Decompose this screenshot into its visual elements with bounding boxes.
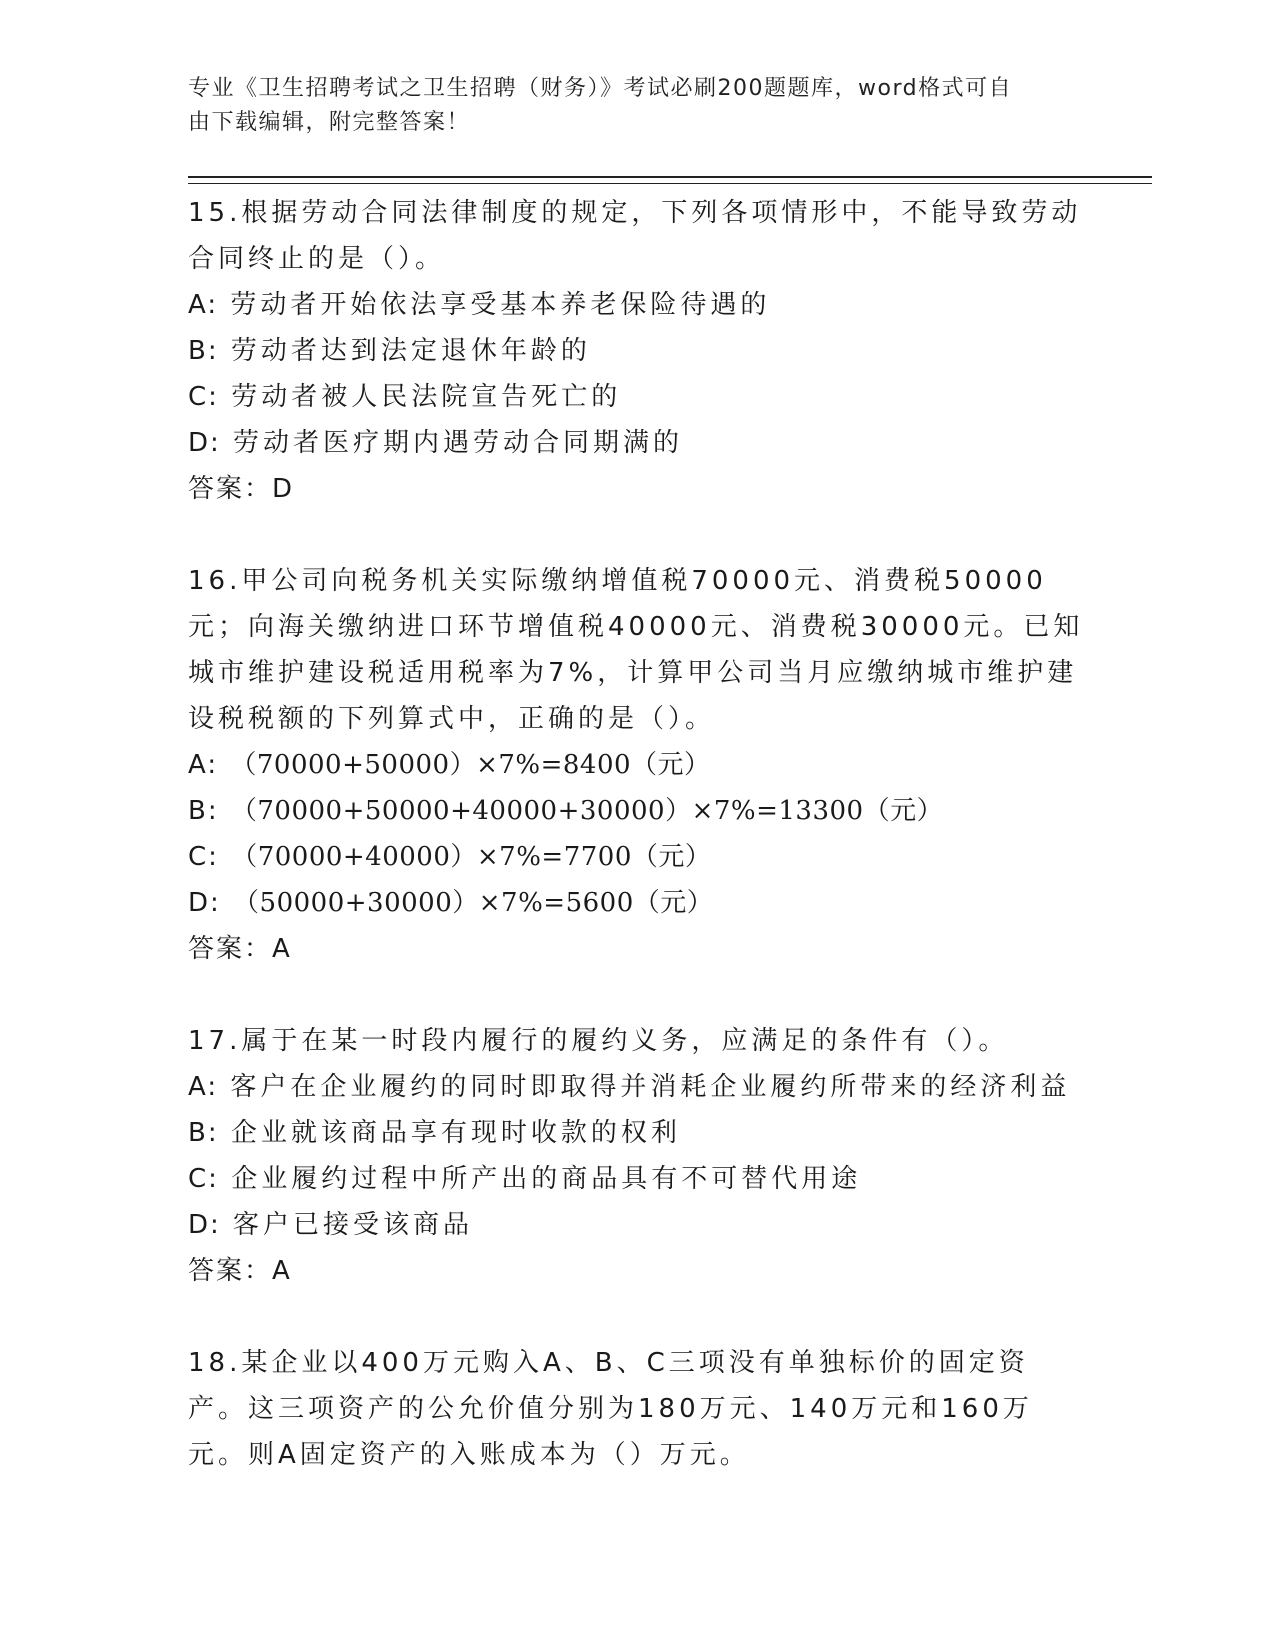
question-list — [188, 190, 1088, 1524]
option-b — [188, 1110, 1088, 1156]
option-letter: B: — [188, 336, 219, 366]
option-letter: C: — [188, 382, 219, 412]
document-header — [188, 72, 1088, 140]
question-stem: 18.某企业以400万元购入A、B、C三项没有单独标价的固定资产。这三项资产的公允价值分别为180万元、140万元和160万元。则A固定资产的入账成本为（）万元。 — [188, 1348, 1033, 1470]
option-text: （70000+40000）×7%=7700（元） — [231, 842, 712, 872]
option-text: 企业就该商品享有现时收款的权利 — [230, 1118, 681, 1148]
option-a — [188, 282, 1088, 328]
option-text: 客户在企业履约的同时即取得并消耗企业履约所带来的经济利益 — [230, 1072, 1071, 1102]
answer-line: 答案：D — [188, 474, 295, 504]
option-d — [188, 880, 1088, 926]
option-a — [188, 742, 1088, 788]
option-letter: A: — [188, 290, 219, 320]
option-letter: C: — [188, 1164, 219, 1194]
option-text: 劳动者达到法定退休年龄的 — [230, 336, 591, 366]
option-c — [188, 374, 1088, 420]
question-15 — [188, 190, 1088, 512]
option-letter: B: — [188, 796, 219, 826]
option-letter: A: — [188, 750, 219, 780]
option-text: 客户已接受该商品 — [233, 1210, 474, 1240]
header-divider-thick — [188, 176, 1152, 178]
option-d — [188, 420, 1088, 466]
option-text: （50000+30000）×7%=5600（元） — [233, 888, 714, 918]
option-letter: B: — [188, 1118, 219, 1148]
option-text: 企业履约过程中所产出的商品具有不可替代用途 — [231, 1164, 862, 1194]
question-17 — [188, 1018, 1088, 1294]
option-d — [188, 1202, 1088, 1248]
question-16 — [188, 558, 1088, 972]
option-text: 劳动者开始依法享受基本养老保险待遇的 — [230, 290, 771, 320]
header-divider-thin — [188, 183, 1152, 184]
option-c — [188, 834, 1088, 880]
option-letter: C: — [188, 842, 219, 872]
option-text: （70000+50000）×7%=8400（元） — [230, 750, 711, 780]
question-stem: 16.甲公司向税务机关实际缴纳增值税70000元、消费税50000元；向海关缴纳进口环节增值税40000元、消费税30000元。已知城市维护建设税适用税率为7%，计算甲公司当月应缴纳城市维护建设税税额的下列算式中，正确的是（）。 — [188, 566, 1084, 734]
option-text: （70000+50000+40000+30000）×7%=13300（元） — [230, 796, 944, 826]
header-line-2: 由下载编辑，附完整答案！ — [188, 110, 471, 135]
option-b — [188, 788, 1088, 834]
option-text: 劳动者医疗期内遇劳动合同期满的 — [233, 428, 684, 458]
answer-line: 答案：A — [188, 934, 292, 964]
question-18 — [188, 1340, 1088, 1478]
option-c — [188, 1156, 1088, 1202]
answer-line: 答案：A — [188, 1256, 292, 1286]
option-b — [188, 328, 1088, 374]
option-letter: A: — [188, 1072, 219, 1102]
option-letter: D: — [188, 1210, 221, 1240]
question-stem: 17.属于在某一时段内履行的履约义务，应满足的条件有（）。 — [188, 1026, 1009, 1056]
option-letter: D: — [188, 428, 221, 458]
question-stem: 15.根据劳动合同法律制度的规定，下列各项情形中，不能导致劳动合同终止的是（）。 — [188, 198, 1082, 274]
option-letter: D: — [188, 888, 221, 918]
header-line-1: 专业《卫生招聘考试之卫生招聘（财务）》考试必刷200题题库，word格式可自 — [188, 76, 1013, 101]
option-a — [188, 1064, 1088, 1110]
option-text: 劳动者被人民法院宣告死亡的 — [231, 382, 622, 412]
